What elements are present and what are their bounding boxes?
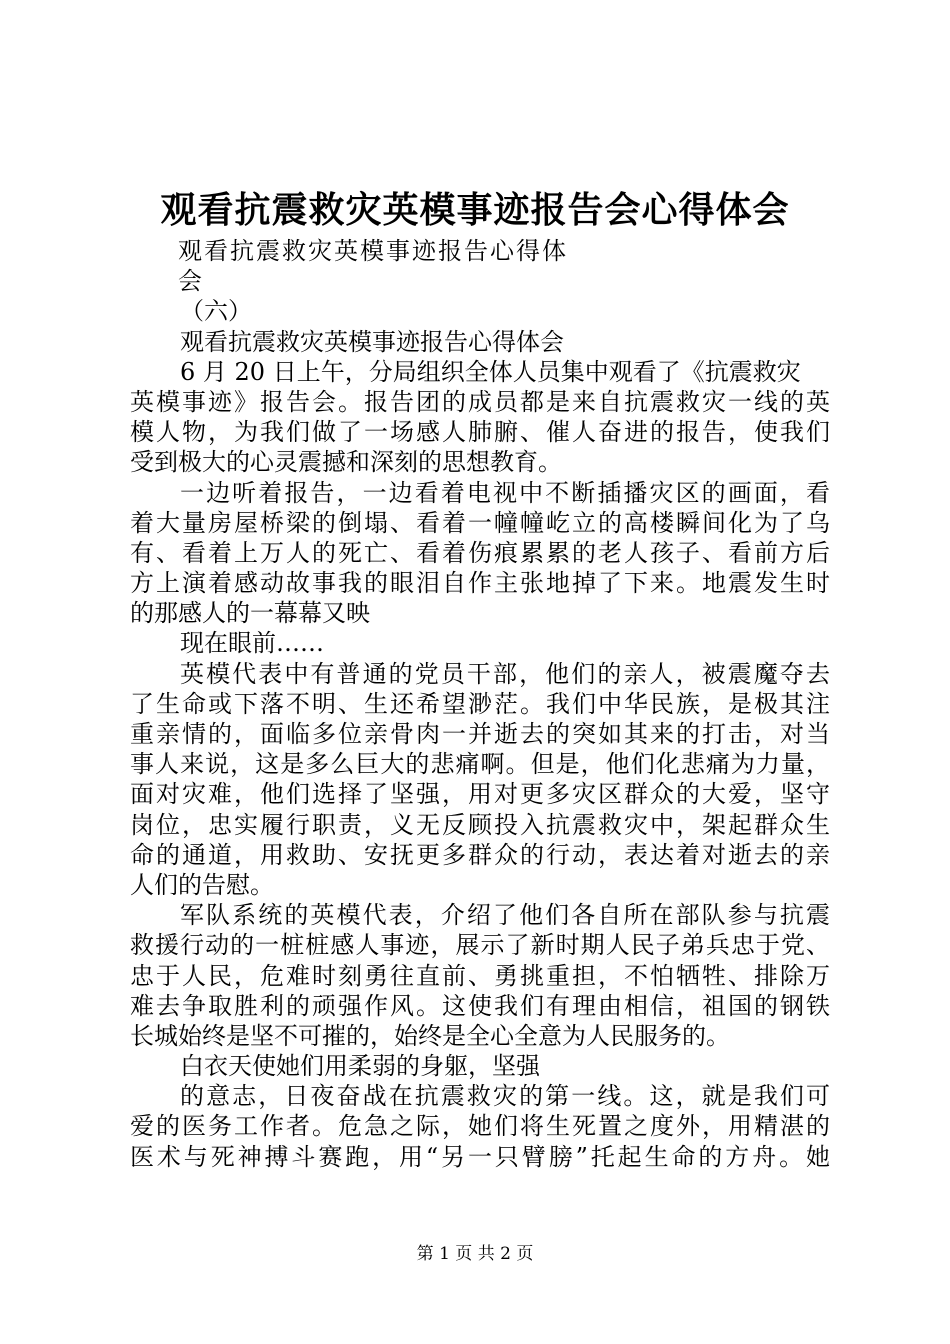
section-heading: 观看抗震救灾英模事迹报告心得体会	[180, 327, 564, 356]
paragraph-line: 救援行动的一桩桩感人事迹，展示了新时期人民子弟兵忠于党、	[130, 931, 830, 960]
paragraph-line: 着大量房屋桥梁的倒塌、看着一幢幢屹立的高楼瞬间化为了乌	[130, 508, 830, 537]
paragraph-line: 忠于人民，危难时刻勇往直前、勇挑重担，不怕牺牲、排除万	[130, 961, 830, 990]
paragraph-line: 岗位，忠实履行职责，义无反顾投入抗震救灾中，架起群众生	[130, 810, 830, 839]
paragraph-line: 英模代表中有普通的党员干部，他们的亲人，被震魔夺去	[180, 659, 830, 688]
paragraph-line: 爱的医务工作者。危急之际，她们将生死置之度外，用精湛的	[130, 1112, 830, 1141]
paragraph-line: 难去争取胜利的顽强作风。这使我们有理由相信，祖国的钢铁	[130, 991, 830, 1020]
page-footer: 第 1 页 共 2 页	[416, 1244, 534, 1264]
paragraph-line: 6 月 20 日上午，分局组织全体人员集中观看了《抗震救灾	[180, 357, 801, 386]
paragraph-line: 重亲情的，面临多位亲骨肉一并逝去的突如其来的打击，对当	[130, 720, 830, 748]
paragraph-line: 白衣天使她们用柔弱的身躯，坚强	[180, 1052, 540, 1081]
subtitle-line: 会	[178, 267, 204, 296]
paragraph-line: 方上演着感动故事我的眼泪自作主张地掉了下来。地震发生时	[130, 569, 830, 598]
paragraph-line: 命的通道，用救助、安抚更多群众的行动，表达着对逝去的亲	[130, 840, 830, 869]
paragraph-line: 长城始终是坚不可摧的，始终是全心全意为人民服务的。	[130, 1021, 730, 1050]
paragraph-line: 英模事迹》报告会。报告团的成员都是来自抗震救灾一线的英	[130, 387, 830, 416]
paragraph-line: 面对灾难，他们选择了坚强，用对更多灾区群众的大爱，坚守	[130, 780, 830, 809]
section-number: （六）	[180, 297, 252, 326]
subtitle-line: 观看抗震救灾英模事迹报告心得体	[178, 237, 568, 265]
paragraph-line: 有、看着上万人的死亡、看着伤痕累累的老人孩子、看前方后	[130, 538, 830, 567]
paragraph-line: 了生命或下落不明、生还希望渺茫。我们中华民族，是极其注	[130, 689, 830, 718]
paragraph-line: 的那感人的一幕幕又映	[130, 599, 370, 628]
paragraph-line: 医术与死神搏斗赛跑，用“另一只臂膀”托起生命的方舟。她	[130, 1142, 830, 1171]
paragraph-line: 的意志，日夜奋战在抗震救灾的第一线。这，就是我们可	[180, 1082, 830, 1111]
paragraph-line: 现在眼前……	[180, 629, 324, 658]
paragraph-line: 人们的告慰。	[130, 870, 274, 899]
paragraph-line: 受到极大的心灵震撼和深刻的思想教育。	[130, 448, 562, 477]
document-body	[130, 236, 830, 1172]
document-title: 观看抗震救灾英模事迹报告会心得体会	[160, 189, 790, 231]
paragraph-line: 事人来说，这是多么巨大的悲痛啊。但是，他们化悲痛为力量，	[130, 750, 830, 779]
paragraph-line: 一边听着报告，一边看着电视中不断插播灾区的画面，看	[180, 478, 830, 507]
paragraph-line: 模人物，为我们做了一场感人肺腑、催人奋进的报告，使我们	[130, 418, 830, 447]
paragraph-line: 军队系统的英模代表，介绍了他们各自所在部队参与抗震	[180, 901, 830, 930]
